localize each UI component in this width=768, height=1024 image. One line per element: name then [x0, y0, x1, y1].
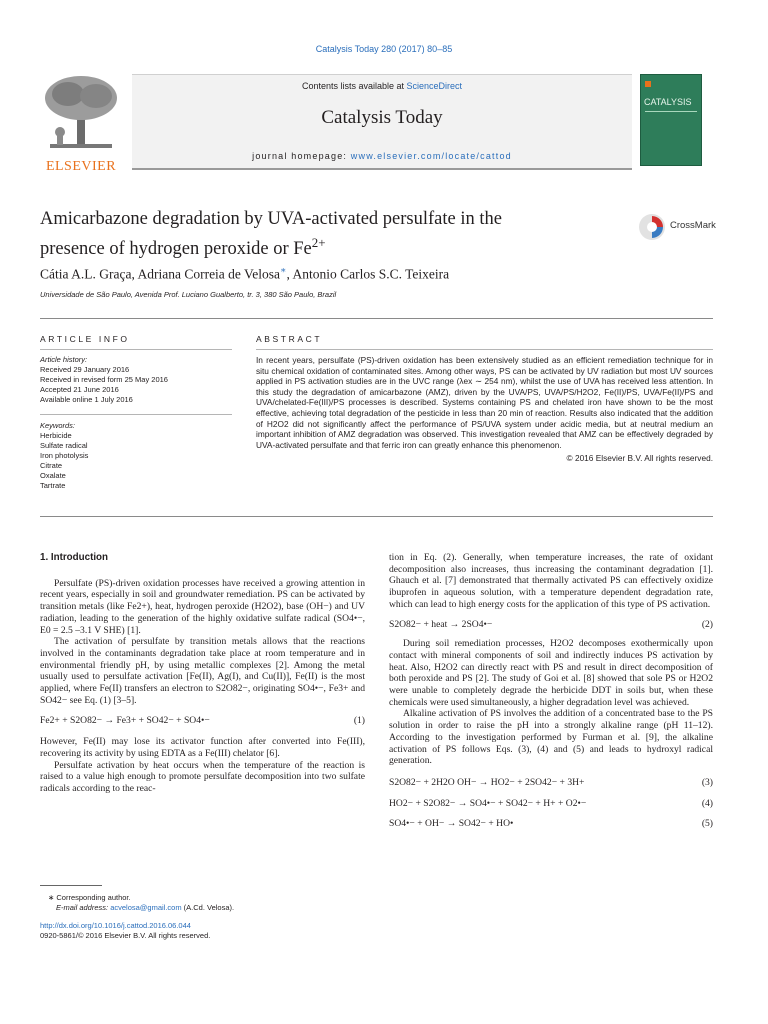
abstract-bottom-rule [40, 516, 713, 517]
equation-number: (4) [701, 797, 713, 809]
cover-title: CATALYSIS [644, 97, 692, 107]
keyword: Iron photolysis [40, 451, 89, 460]
author-list [40, 265, 449, 283]
equation-text: S2O82− + 2H2O OH− → HO2− + 2SO42− + 3H+ [389, 776, 585, 788]
crossmark-label: CrossMark [670, 220, 716, 231]
abstract-body [256, 355, 713, 464]
affiliation: Universidade de São Paulo, Avenida Prof. Luciano Gualberto, tr. 3, 380 São Paulo, Brazil [40, 290, 337, 299]
paragraph: During soil remediation processes, H2O2 decomposes exothermically upon contact with mineral components of soil and indirectly induces PS activation by heat. Also, H2O2 can directly react with PS and result in direct decomposition of both peroxide and PS [2]. The study of Goi et al. [8] showed that sole PS or H2O2 were unable to completely degrade the herbicide DDT in soils but, when these chemicals were used simultaneously, a higher degradation level was achieved. [389, 638, 713, 708]
equation-5 [389, 818, 713, 830]
article-title [40, 208, 620, 261]
equation-1 [40, 715, 365, 727]
issn-line: 0920-5861/© 2016 Elsevier B.V. All rights reserved. [40, 931, 211, 940]
journal-cover [640, 74, 702, 166]
history-item: Accepted 21 June 2016 [40, 385, 119, 394]
keyword: Sulfate radical [40, 441, 88, 450]
crossmark-badge[interactable] [638, 211, 748, 243]
keyword: Tartrate [40, 481, 66, 490]
keyword: Oxalate [40, 471, 66, 480]
email-tail: (A.Cd. Velosa). [181, 903, 235, 912]
history-item: Received 29 January 2016 [40, 365, 130, 374]
homepage-prefix: journal homepage: [252, 151, 351, 161]
keyword: Citrate [40, 461, 63, 470]
corresponding-author-note: ∗ Corresponding author. [48, 893, 131, 902]
title-superscript: 2+ [311, 235, 326, 250]
equation-text: SO4•− + OH− → SO42− + HO• [389, 818, 514, 830]
equation-text: S2O82− + heat → 2SO4•− [389, 618, 493, 630]
elsevier-tree-icon [40, 74, 122, 154]
journal-band [132, 74, 632, 170]
crossmark-icon [638, 213, 666, 241]
paragraph: However, Fe(II) may lose its activator function after converted into Fe(III), recovering its activity by using EDTA as a Fe(III) chelator [6]. [40, 736, 365, 759]
history-label: Article history: [40, 355, 88, 364]
equation-number: (5) [701, 818, 713, 830]
equation-number: (1) [353, 715, 365, 727]
equation-3 [389, 777, 713, 789]
cover-rule [645, 111, 697, 112]
equation-4 [389, 798, 713, 810]
title-line-1: Amicarbazone degradation by UVA-activated persulfate in the [40, 209, 502, 229]
article-info-heading: ARTICLE INFO [40, 334, 130, 344]
info-rule [40, 349, 232, 350]
abstract-copyright: © 2016 Elsevier B.V. All rights reserved. [566, 453, 713, 464]
authors-part-1: Cátia A.L. Graça, Adriana Correia de Velosa [40, 266, 281, 282]
paragraph: The activation of persulfate by transition metals allows that the reactions involved in the contaminants degradation take place at room temperature and in environmental friendly pH, by using metallic complexes [2]. Among the metal usually used to persulfate activation [Fe(II), Ag(I), and Cu(II)], Fe(II) is the most applied, where Fe(II) transfers an electron to S2O82−, originating SO4•−, Fe3+ and SO42− see Eq. (1) [3–5]. [40, 636, 365, 706]
running-head[interactable]: Catalysis Today 280 (2017) 80–85 [315, 44, 453, 54]
journal-homepage [132, 151, 632, 161]
journal-title: Catalysis Today [321, 107, 443, 128]
equation-text: HO2− + S2O82− → SO4•− + SO42− + H+ + O2•− [389, 797, 587, 809]
title-line-2: presence of hydrogen peroxide or Fe [40, 239, 312, 260]
paragraph: Alkaline activation of PS involves the addition of a concentrated base to the PS solution in order to raise the pH into a strongly alkaline range (pH 11–12). According to the investigation performed by Furman et al. [9], the alkaline activation of PS follows Eqs. (3), (4) and (5) and leads to hydroxyl radical generation. [389, 708, 713, 767]
right-column [389, 552, 713, 830]
equation-text: Fe2+ + S2O82− → Fe3+ + SO42− + SO4•− [40, 715, 210, 727]
keywords-label: Keywords: [40, 421, 76, 430]
contents-line [132, 81, 632, 91]
left-column [40, 552, 365, 795]
elsevier-logo [40, 74, 122, 174]
contents-prefix: Contents lists available at [301, 81, 407, 91]
corresponding-author-mark[interactable]: ∗ [280, 266, 287, 276]
cover-mark-icon [645, 81, 651, 87]
header-rule [40, 318, 713, 319]
email-link[interactable]: acvelosa@gmail.com [110, 903, 182, 912]
email-note [40, 903, 365, 913]
abstract-rule [256, 349, 713, 350]
info-divider [40, 414, 232, 415]
abstract-text: In recent years, persulfate (PS)-driven oxidation has been extensively studied as an efficient remediation technique for in situ chemical oxidation of contaminated sites. Among other ways, PS can be activated by UV radiation but most UV sources applied in PS activation studies are in the UVC range (λex ∼ 254 nm), whilst the use of UVA has received less attention. In this study the degradation of amicarbazone (AMZ), driven by the UVA/PS, UVA/PS/H2O2, Fe(II)/PS, UVA/Fe(II)/PS and UVA/chelated-Fe(III)/PS processes is described. Systems containing PS and chelated iron have shown to be the most effective, achieving total degradation of the pesticide in less than 20 min of reaction. Results also indicated that the addition of H2O2 did not significantly affect the performance of PS/UVA system under acidic media, but at neutral medium an important inhibition of AMZ degradation was observed. This investigation revealed that AMZ can be effectively degraded by UVA-activated persulfate and that ferric iron can greatly enhance this phenomenon. [256, 355, 713, 450]
sciencedirect-link[interactable]: ScienceDirect [406, 81, 463, 91]
section-heading-introduction: 1. Introduction [40, 552, 109, 563]
abstract-heading: ABSTRACT [256, 334, 323, 344]
history-item: Available online 1 July 2016 [40, 395, 133, 404]
email-label: E-mail address: [56, 903, 111, 912]
keyword: Herbicide [40, 431, 72, 440]
article-info [40, 355, 232, 491]
equation-2 [389, 619, 713, 631]
equation-number: (2) [701, 618, 713, 630]
paragraph: tion in Eq. (2). Generally, when temperature increases, the rate of oxidant decomposition also increases, thus increasing the contaminant degradation [1]. Ghauch et al. [7] demonstrated that thermally activated PS can effectively oxidize ibuprofen in aqueous solution, with a temperature dependent degradation rate, which can lead to high energy costs for the application of this type of PS activation. [389, 552, 713, 610]
journal-masthead [40, 74, 730, 174]
footnote-rule [40, 885, 102, 886]
doi-link[interactable]: http://dx.doi.org/10.1016/j.cattod.2016.06.044 [40, 921, 191, 930]
equation-number: (3) [701, 776, 713, 788]
paragraph: Persulfate (PS)-driven oxidation processes have received a growing attention in recent years, especially in soil and groundwater remediation. PS can be activated by transition metals (like Fe2+), heat, hydrogen peroxide (H2O2), base (OH−) and UV radiation, leading to the generation of the highly oxidative sulfate radical (SO4•−, E0 = 2.5 –3.1 V SHE) [1]. [40, 577, 365, 636]
authors-part-2: , Antonio Carlos S.C. Teixeira [286, 266, 450, 282]
paragraph: Persulfate activation by heat occurs when the temperature of the reaction is raised to a value high enough to promote persulfate decomposition into two sulfate radicals according to the reac- [40, 759, 365, 794]
publisher-name: ELSEVIER [45, 159, 117, 174]
history-item: Received in revised form 25 May 2016 [40, 375, 168, 384]
footnotes [40, 893, 365, 941]
homepage-link[interactable]: www.elsevier.com/locate/cattod [350, 151, 512, 161]
